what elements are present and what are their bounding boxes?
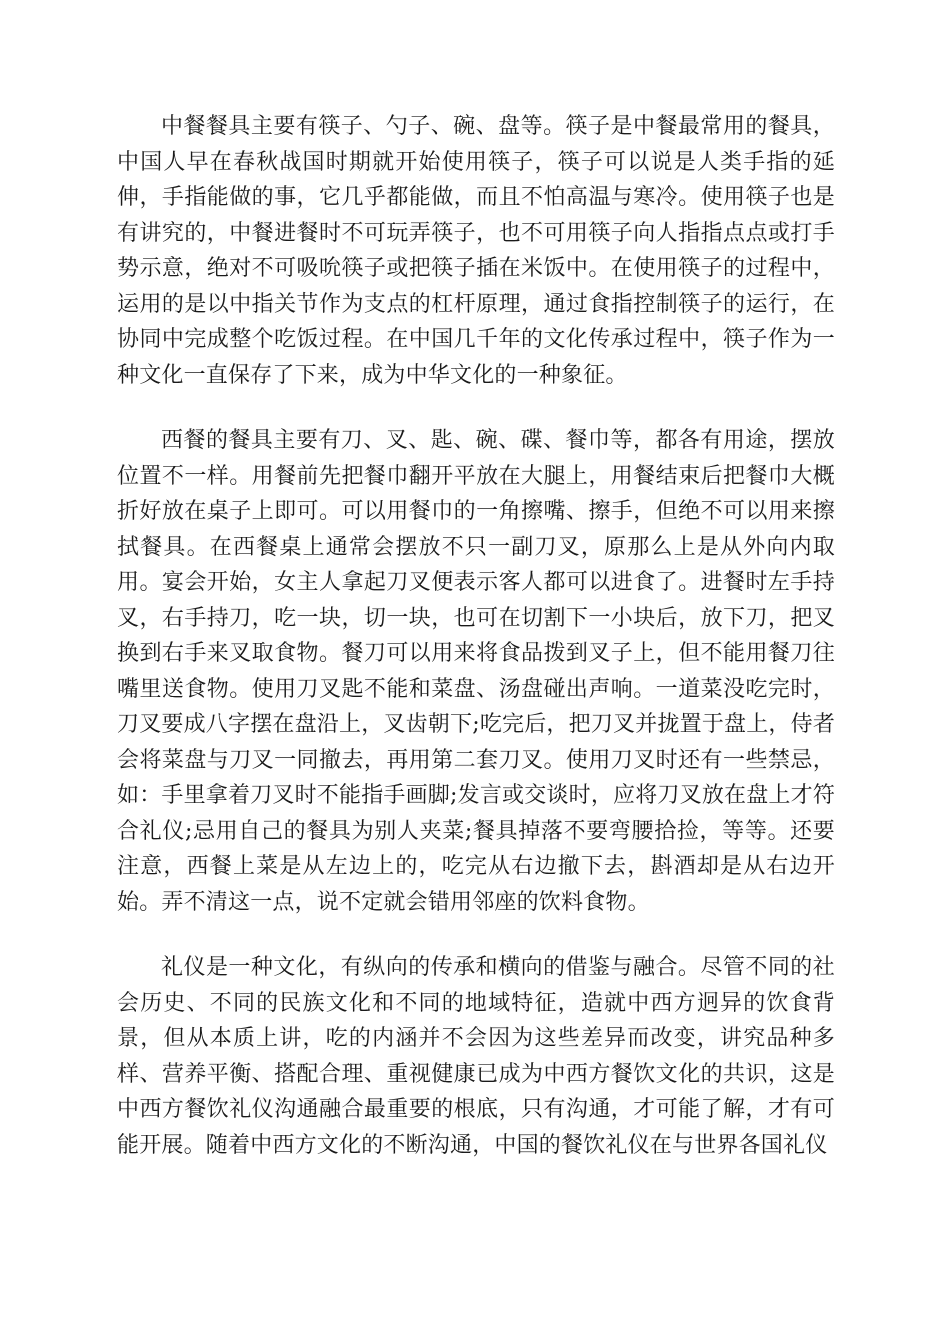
document-page (117, 109, 835, 1193)
paragraph-chinese-tableware: 中餐餐具主要有筷子、勺子、碗、盘等。筷子是中餐最常用的餐具，中国人早在春秋战国时期就开始使用筷子，筷子可以说是人类手指的延伸，手指能做的事，它几乎都能做，而且不怕高温与寒冷。使用筷子也是有讲究的，中餐进餐时不可玩弄筷子，也不可用筷子向人指指点点或打手势示意，绝对不可吸吮筷子或把筷子插在米饭中。在使用筷子的过程中，运用的是以中指关节作为支点的杠杆原理，通过食指控制筷子的运行，在协同中完成整个吃饭过程。在中国几千年的文化传承过程中，筷子作为一种文化一直保存了下来，成为中华文化的一种象征。 (117, 114, 835, 388)
paragraph-etiquette-culture: 礼仪是一种文化，有纵向的传承和横向的借鉴与融合。尽管不同的社会历史、不同的民族文化和不同的地域特征，造就中西方迥异的饮食背景，但从本质上讲，吃的内涵并不会因为这些差异而改变，讲究品种多样、营养平衡、搭配合理、重视健康已成为中西方餐饮文化的共识，这是中西方餐饮礼仪沟通融合最重要的根底，只有沟通，才可能了解，才有可能开展。随着中西方文化的不断沟通，中国的餐饮礼仪在与世界各国礼仪 (117, 955, 835, 1158)
paragraph-western-tableware: 西餐的餐具主要有刀、叉、匙、碗、碟、餐巾等，都各有用途，摆放位置不一样。用餐前先把餐巾翻开平放在大腿上，用餐结束后把餐巾大概折好放在桌子上即可。可以用餐巾的一角擦嘴、擦手，但绝不可以用来擦拭餐具。在西餐桌上通常会摆放不只一副刀叉，原那么上是从外向内取用。宴会开始，女主人拿起刀叉便表示客人都可以进食了。进餐时左手持叉，右手持刀，吃一块，切一块，也可在切割下一小块后，放下刀，把叉换到右手来叉取食物。餐刀可以用来将食品拨到叉子上，但不能用餐刀往嘴里送食物。使用刀叉匙不能和菜盘、汤盘碰出声响。一道菜没吃完时，刀叉要成八字摆在盘沿上，叉齿朝下;吃完后，把刀叉并拢置于盘上，侍者会将菜盘与刀叉一同撤去，再用第二套刀叉。使用刀叉时还有一些禁忌，如：手里拿着刀叉时不能指手画脚;发言或交谈时，应将刀叉放在盘上才符合礼仪;忌用自己的餐具为别人夹菜;餐具掉落不要弯腰拾捡，等等。还要注意，西餐上菜是从左边上的，吃完从右边撤下去，斟酒却是从右边开始。弄不清这一点，说不定就会错用邻座的饮料食物。 (117, 428, 836, 915)
